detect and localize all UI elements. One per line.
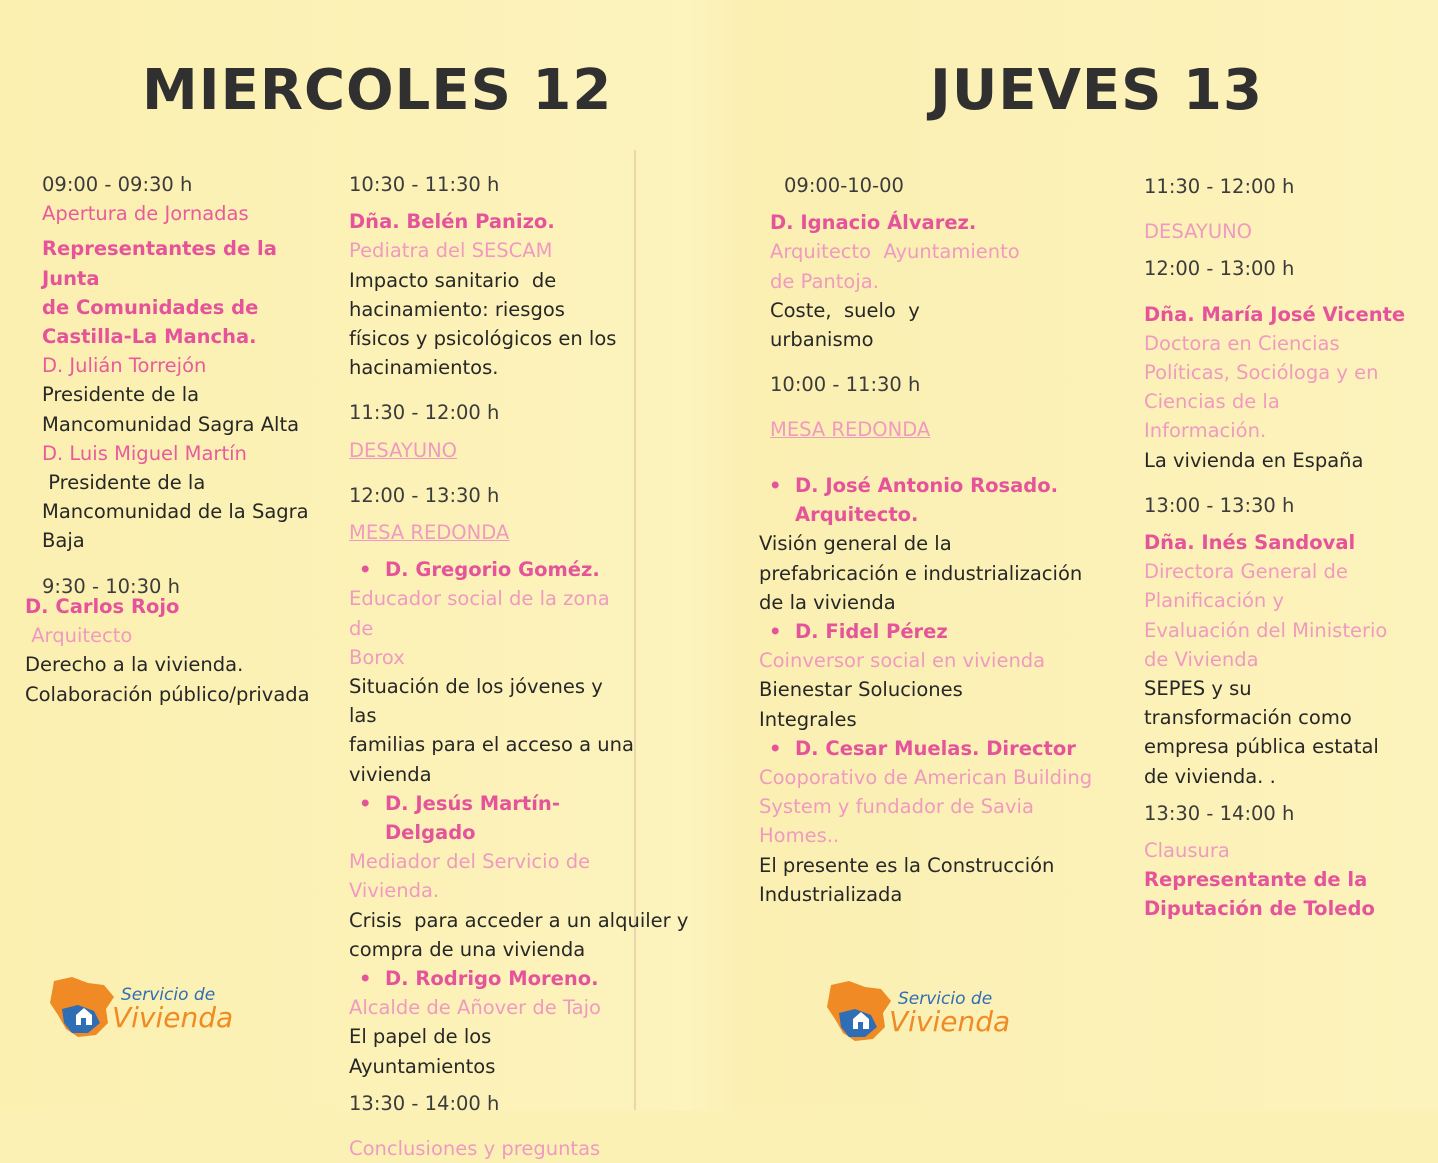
speaker-role: Políticas, Socióloga y en xyxy=(1144,361,1379,385)
thursday-column-1 xyxy=(770,171,1125,445)
speaker-role: Evaluación del Ministerio xyxy=(1144,618,1388,642)
speaker-name: Dña. Belén Panizo. xyxy=(349,210,555,234)
talk-title: prefabricación e industrialización xyxy=(759,561,1083,585)
talk-title: El papel de los Ayuntamientos xyxy=(349,1025,496,1078)
logo-text-line1: Servicio de xyxy=(121,985,216,1005)
speaker-role: Doctora en Ciencias xyxy=(1144,331,1340,355)
speaker-name: Dña. Inés Sandoval xyxy=(1144,531,1356,555)
talk-title: Impacto sanitario de xyxy=(349,268,557,292)
wednesday-column-2 xyxy=(349,170,689,1163)
talk-title: de la vivienda xyxy=(759,590,896,614)
talk-title: El presente es la Construcción xyxy=(759,853,1055,877)
servicio-vivienda-logo xyxy=(825,979,1025,1049)
speaker-role: Mediador del Servicio de xyxy=(349,850,591,874)
speaker-name: Arquitecto. xyxy=(795,503,919,527)
speaker-role: Presidente de la xyxy=(42,471,206,495)
talk-title: Industrializada xyxy=(759,882,903,906)
speaker-role: System y fundador de Savia xyxy=(759,795,1034,819)
speaker-role: Coinversor social en vivienda xyxy=(759,649,1046,673)
speaker-role: Baja xyxy=(42,529,85,553)
castilla-la-mancha-map-house-icon xyxy=(825,979,895,1045)
time-slot: 11:30 - 12:00 h xyxy=(349,401,500,425)
talk-title: Coste, suelo y xyxy=(770,298,920,322)
speaker-role: Pediatra del SESCAM xyxy=(349,239,553,263)
talk-title: Colaboración público/privada xyxy=(25,682,310,706)
speaker-role: de Vivienda xyxy=(1144,647,1259,671)
time-slot: 10:30 - 11:30 h xyxy=(349,173,500,196)
speaker-name: Dña. María José Vicente xyxy=(1144,302,1406,326)
speaker-name: Diputación de Toledo xyxy=(1144,897,1375,921)
page-fold-line xyxy=(634,150,636,1110)
logo-text-line2: Vivienda xyxy=(889,1005,1011,1038)
speaker-role: Presidente de la xyxy=(42,383,200,407)
logo-text-line2: Vivienda xyxy=(112,1001,234,1034)
speaker-name: • D. Jesús Martín-Delgado xyxy=(349,789,634,847)
talk-title: Integrales xyxy=(759,707,857,731)
speaker-role: Arquitecto Ayuntamiento xyxy=(770,240,1020,264)
talk-title: Derecho a la vivienda. xyxy=(25,653,244,677)
talk-title: Visión general de la xyxy=(759,532,952,556)
speaker-role: Directora General de xyxy=(1144,560,1348,584)
talk-title: de vivienda. . xyxy=(1144,764,1276,788)
talk-title: SEPES y su xyxy=(1144,677,1252,701)
speaker-role: Ciencias de la xyxy=(1144,390,1280,414)
castilla-la-mancha-map-house-icon xyxy=(48,975,118,1041)
speaker-role: Educador social de la zona de xyxy=(349,587,610,640)
time-slot: 09:00-10-00 xyxy=(784,174,904,197)
speaker-name: D. Carlos Rojo xyxy=(25,595,180,618)
time-slot: 12:00 - 13:30 h xyxy=(349,483,500,507)
talk-title: compra de una vivienda xyxy=(349,937,586,961)
speaker-role: Mancomunidad de la Sagra xyxy=(42,500,309,524)
speaker-role: Vivienda. xyxy=(349,879,440,903)
speaker-name: • D. José Antonio Rosado. xyxy=(759,471,1119,500)
time-slot: 10:00 - 11:30 h xyxy=(770,373,921,397)
talk-title: urbanismo xyxy=(770,328,874,352)
speaker-name: • D. Rodrigo Moreno. xyxy=(349,964,634,993)
time-slot: 11:30 - 12:00 h xyxy=(1144,175,1295,198)
speaker-role: Borox xyxy=(349,645,405,669)
session-title: Apertura de Jornadas xyxy=(42,202,249,226)
speaker-name: Castilla-La Mancha. xyxy=(42,325,257,349)
talk-title: familias para el acceso a una xyxy=(349,733,634,757)
speaker-name: D. Luis Miguel Martín xyxy=(42,441,247,465)
day-title-thursday: JUEVES 13 xyxy=(930,58,1263,123)
talk-title: Bienestar Soluciones xyxy=(759,678,963,702)
speaker-role: Homes.. xyxy=(759,824,840,848)
time-slot: 09:00 - 09:30 h xyxy=(42,173,193,196)
speaker-name: D. Julián Torrejón xyxy=(42,354,207,378)
talk-title: La vivienda en España xyxy=(1144,448,1364,472)
speaker-name: Representantes de la Junta xyxy=(42,237,277,290)
wednesday-column-1 xyxy=(42,170,337,601)
speaker-name: • D. Cesar Muelas. Director xyxy=(759,734,1119,763)
time-slot: 9:30 - 10:30 h xyxy=(42,574,180,598)
day-title-wednesday: MIERCOLES 12 xyxy=(142,58,613,123)
speaker-role: Cooporativo de American Building xyxy=(759,766,1093,790)
wednesday-column-1-lower xyxy=(25,592,335,709)
speaker-name: de Comunidades de xyxy=(42,295,259,319)
speaker-role: Información. xyxy=(1144,419,1267,443)
speaker-role: de Pantoja. xyxy=(770,269,879,293)
talk-title: empresa pública estatal xyxy=(1144,735,1379,759)
time-slot: 13:30 - 14:00 h xyxy=(1144,801,1295,825)
break-label: DESAYUNO xyxy=(1144,220,1253,244)
time-slot: 12:00 - 13:00 h xyxy=(1144,257,1295,281)
talk-title: hacinamiento: riesgos xyxy=(349,297,565,321)
speaker-name: • D. Fidel Pérez xyxy=(759,617,1119,646)
round-table-label: MESA REDONDA xyxy=(770,418,931,442)
thursday-column-1-lower xyxy=(759,471,1119,909)
time-slot: 13:00 - 13:30 h xyxy=(1144,493,1295,517)
speaker-role: Arquitecto xyxy=(25,624,133,648)
servicio-vivienda-logo xyxy=(48,975,248,1045)
logo-text-line1: Servicio de xyxy=(898,989,993,1009)
speaker-role: Mancomunidad Sagra Alta xyxy=(42,412,300,436)
speaker-role: Alcalde de Añover de Tajo xyxy=(349,996,601,1020)
round-table-label: MESA REDONDA xyxy=(349,521,510,545)
talk-title: Situación de los jóvenes y las xyxy=(349,675,603,728)
time-slot: 13:30 - 14:00 h xyxy=(349,1091,500,1115)
speaker-name: Representante de la xyxy=(1144,868,1368,892)
speaker-name: D. Ignacio Álvarez. xyxy=(770,211,977,235)
thursday-column-2 xyxy=(1144,172,1434,924)
closing-label: Clausura xyxy=(1144,839,1230,863)
speaker-name: • D. Gregorio Goméz. xyxy=(349,555,634,584)
break-label: DESAYUNO xyxy=(349,438,458,462)
talk-title: vivienda xyxy=(349,762,432,786)
talk-title: físicos y psicológicos en los xyxy=(349,327,617,351)
talk-title: hacinamientos. xyxy=(349,356,499,380)
talk-title: Crisis para acceder a un alquiler y xyxy=(349,908,689,932)
closing-label: Conclusiones y preguntas xyxy=(349,1137,601,1161)
talk-title: transformación como xyxy=(1144,706,1352,730)
speaker-role: Planificación y xyxy=(1144,589,1285,613)
